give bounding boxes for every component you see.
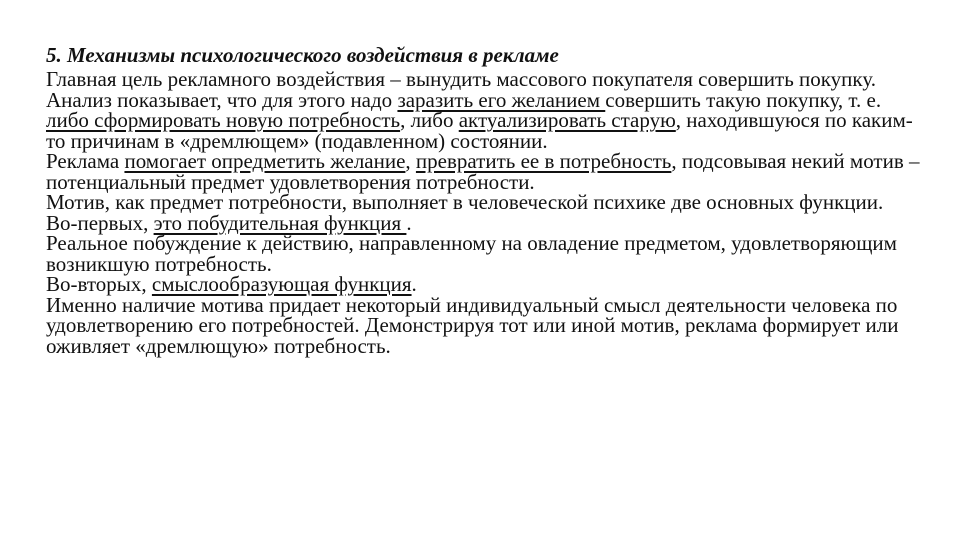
analysis-text-1: Анализ показывает, что для этого надо — [46, 87, 398, 112]
advertising-underlined-2: превратить ее в потребность — [415, 149, 672, 173]
analysis-underlined-1: заразить его желанием — [397, 87, 606, 112]
paragraph-meaning: Именно наличие мотива придает некоторый индивидуальный смысл деятельности человека по удовлетворению его потребностей. Демонстрируя тот или иной мотив, реклама формирует или оживляет «дремлющую» потребность. — [46, 292, 899, 358]
paragraph-advertising — [46, 151, 926, 192]
paragraph-second-function — [46, 274, 926, 295]
paragraph-first-function — [46, 210, 926, 235]
paragraph-analysis — [46, 87, 926, 153]
analysis-text-3: , либо — [400, 108, 459, 132]
analysis-underlined-2: либо сформировать новую потребность — [46, 108, 401, 132]
second-function-underlined: смыслообразующая функция — [151, 272, 412, 296]
advertising-underlined-1: помогает опредметить желание — [124, 149, 406, 173]
second-function-text-1: Во-вторых, — [46, 272, 152, 296]
paragraph-real-impulse: Реальное побуждение к действию, направленному на овладение предметом, удовлетворяющим возникшую потребность. — [46, 231, 897, 276]
slide-title: 5. Механизмы психологического воздействия в рекламе — [46, 43, 559, 67]
analysis-underlined-3: актуализировать старую — [458, 108, 676, 132]
first-function-text-2: . — [406, 210, 412, 235]
advertising-text-3: , подсовывая некий мотив – потенциальный предмет удовлетворения потребности. — [46, 149, 920, 194]
first-function-underlined: это побудительная функция — [153, 210, 407, 235]
first-function-text-1: Во-первых, — [46, 210, 154, 235]
advertising-text-1: Реклама — [46, 149, 125, 173]
analysis-text-4: , находившуюся по каким-то причинам в «дремлющем» (подавленном) состоянии. — [46, 108, 913, 153]
analysis-text-2: совершить такую покупку, т. е. — [605, 87, 882, 112]
paragraph-motive: Мотив, как предмет потребности, выполняет в человеческой психике две основных функции. — [46, 190, 884, 214]
second-function-text-2: . — [411, 272, 417, 296]
advertising-text-2: , — [405, 149, 416, 173]
paragraph-main-goal: Главная цель рекламного воздействия – вынудить массового покупателя совершить покупку. — [46, 67, 876, 91]
slide-content — [46, 44, 926, 356]
